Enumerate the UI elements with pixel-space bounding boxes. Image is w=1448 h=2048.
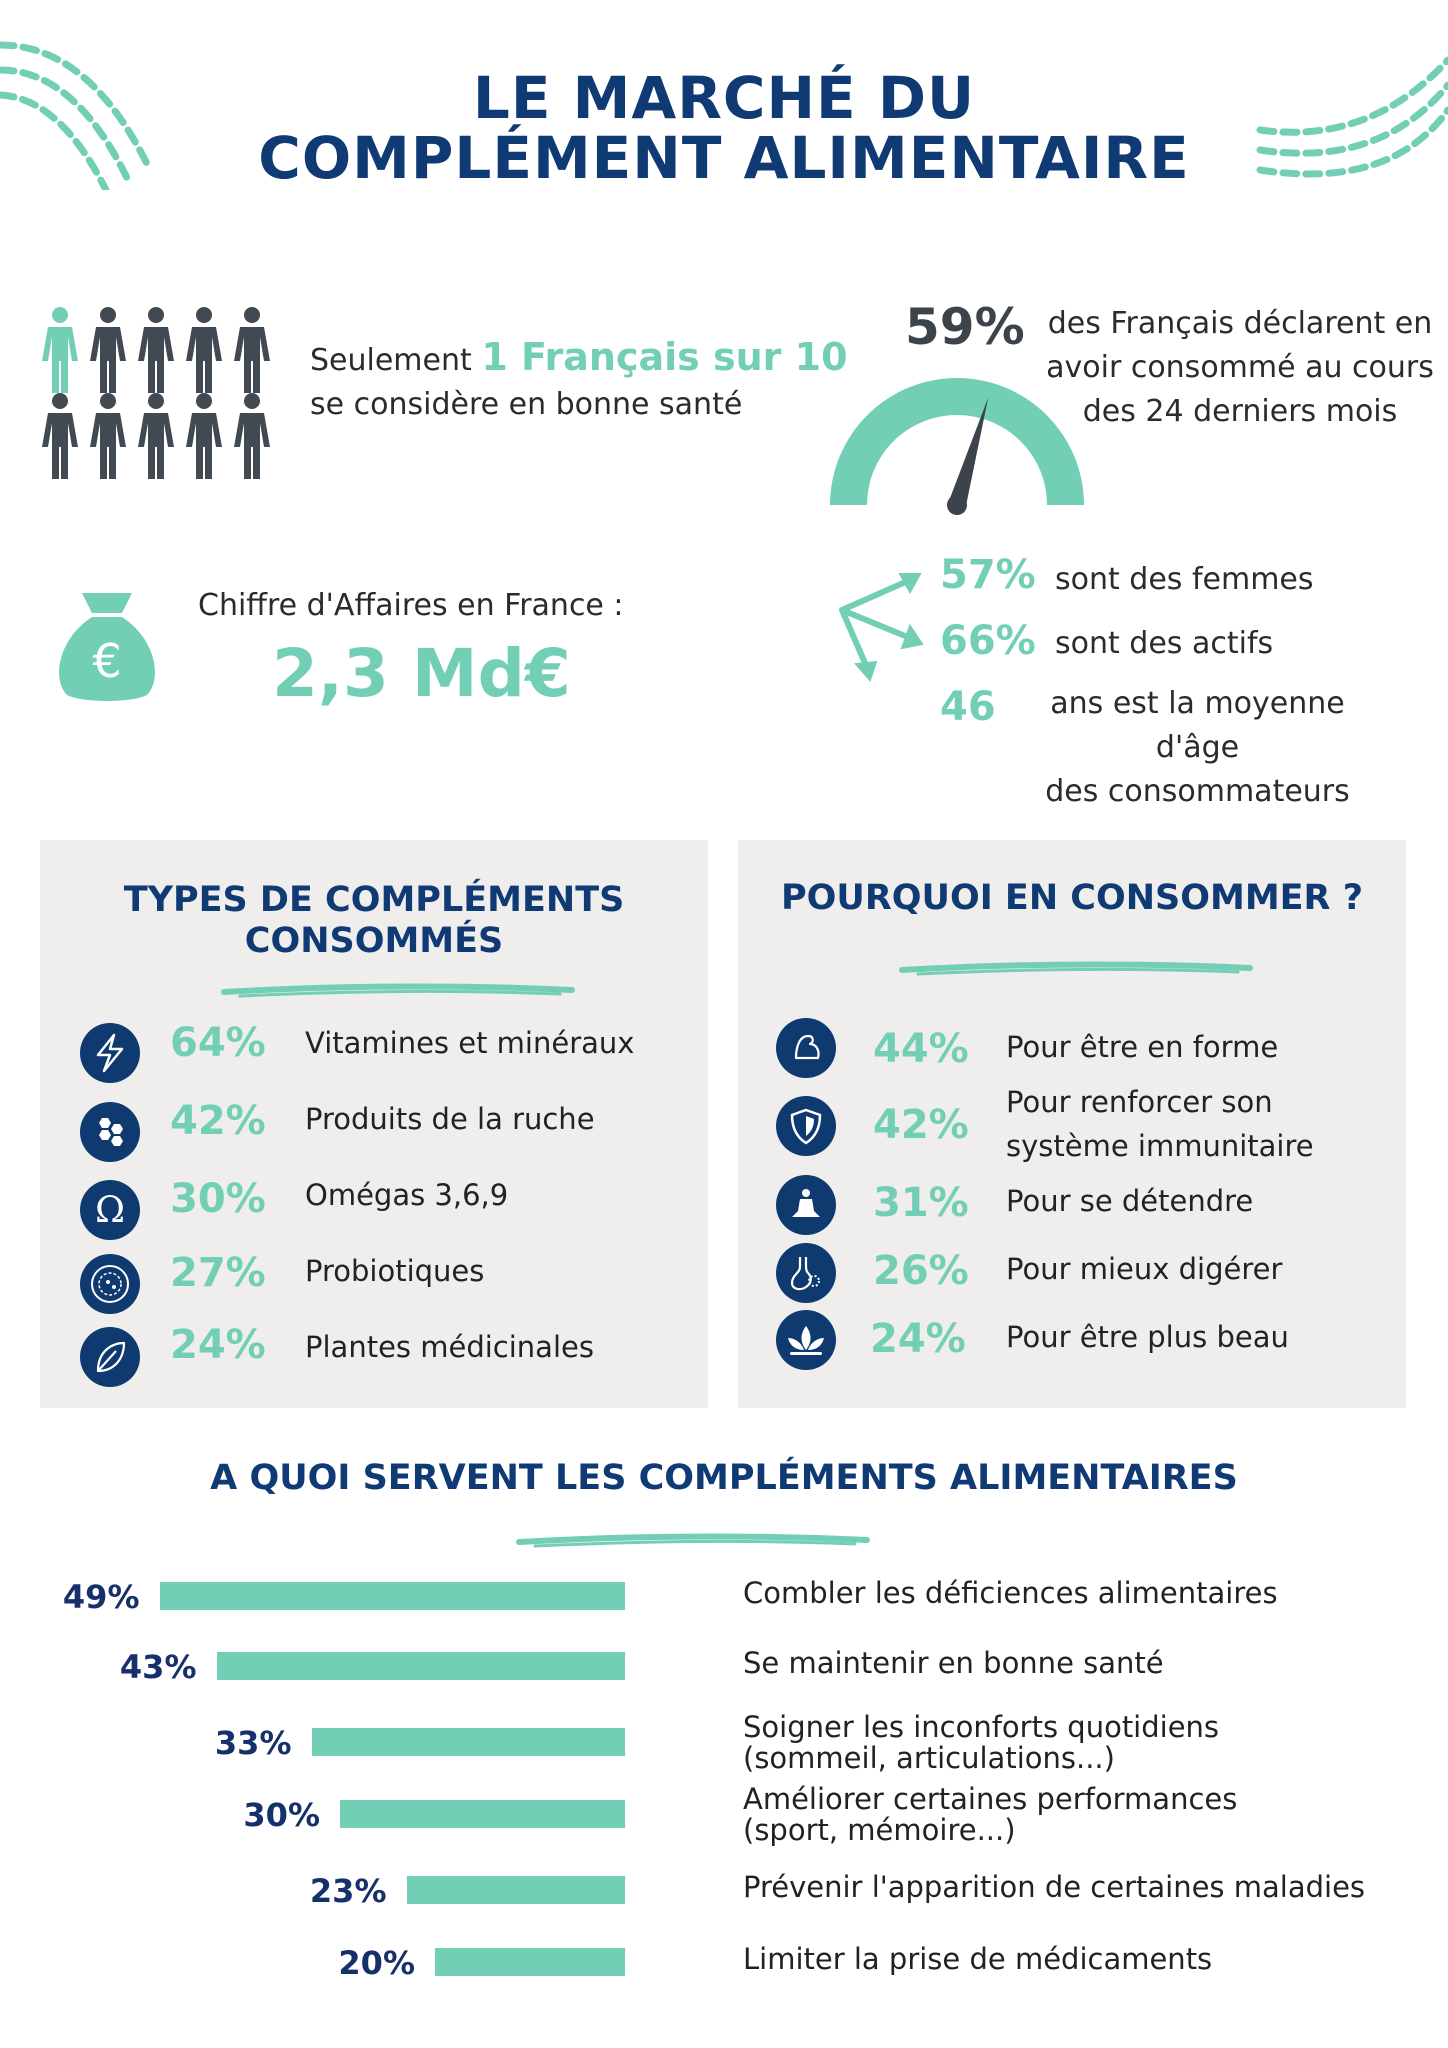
types-title-line-1: TYPES DE COMPLÉMENTS: [123, 880, 625, 920]
lotus-icon: [776, 1310, 836, 1370]
profile-active-text: sont des actifs: [1055, 626, 1274, 661]
profile-age-line-1: ans est la moyenne d'âge: [1050, 686, 1345, 765]
reason-value-digest: 26%: [873, 1248, 969, 1294]
money-bag-icon: [52, 585, 162, 705]
type-value-plants: 24%: [170, 1322, 266, 1368]
bar-value-label-3: 30%: [243, 1796, 320, 1834]
bar-value-label-2: 33%: [214, 1724, 292, 1762]
type-value-probiotics: 27%: [170, 1250, 266, 1296]
bar-category-label-0: Combler les déficiences alimentaires: [743, 1576, 1278, 1610]
type-value-vitamins: 64%: [170, 1020, 266, 1066]
bar-category-label-5: Limiter la prise de médicaments: [743, 1942, 1213, 1976]
profile-active-value: 66%: [940, 618, 1036, 664]
profile-age-text: [1015, 682, 1380, 814]
type-label-probiotics: Probiotiques: [305, 1254, 485, 1288]
revenue-value: 2,3 Md€: [272, 635, 571, 712]
reason-value-beauty: 24%: [870, 1316, 966, 1362]
people-icon-grid: [38, 305, 288, 485]
profile-women-value: 57%: [940, 552, 1036, 598]
gauge-chart: [825, 370, 1095, 520]
reason-label-relax: Pour se détendre: [1006, 1184, 1254, 1218]
honeycomb-icon: [80, 1102, 140, 1162]
branching-arrows-icon: [830, 560, 930, 690]
reason-label-immunity-line-1: Pour renforcer son: [1006, 1085, 1273, 1119]
types-underline: [220, 980, 580, 1000]
reason-label-immunity-line-2: système immunitaire: [1006, 1129, 1314, 1163]
profile-age-value: 46: [940, 684, 996, 730]
consumption-line-1: des Français déclarent en: [1047, 306, 1433, 341]
bar-5: [435, 1948, 625, 1976]
reason-label-beauty: Pour être plus beau: [1006, 1320, 1289, 1354]
stomach-icon: [776, 1243, 836, 1303]
consumption-percent: 59%: [905, 298, 1025, 356]
uses-bar-chart: [0, 1560, 1448, 2020]
profile-age-line-2: des consommateurs: [1045, 774, 1350, 809]
uses-title: A QUOI SERVENT LES COMPLÉMENTS ALIMENTAIRES: [210, 1458, 1238, 1498]
bar-value-label-1: 43%: [119, 1648, 197, 1686]
bacteria-icon: [80, 1254, 140, 1314]
profile-women-text: sont des femmes: [1055, 562, 1314, 597]
bar-value-label-0: 49%: [62, 1578, 140, 1616]
types-panel: [40, 840, 708, 1408]
types-title: [40, 880, 708, 962]
omega-icon: Ω: [80, 1180, 140, 1240]
types-title-line-2: CONSOMMÉS: [244, 921, 504, 961]
bar-value-label-5: 20%: [338, 1944, 415, 1982]
type-label-omega: Omégas 3,6,9: [305, 1178, 509, 1212]
reason-label-fitness: Pour être en forme: [1006, 1030, 1279, 1064]
consumption-text: [1040, 302, 1440, 434]
reason-value-immunity: 42%: [873, 1102, 969, 1148]
reason-value-fitness: 44%: [873, 1026, 969, 1072]
reason-label-digest: Pour mieux digérer: [1006, 1252, 1283, 1286]
lightning-icon: [80, 1023, 140, 1083]
health-prefix: Seulement: [310, 343, 472, 378]
shield-icon: [776, 1096, 836, 1156]
health-highlight: 1 Français sur 10: [481, 335, 848, 379]
meditation-icon: [776, 1175, 836, 1235]
bar-category-label-2: Soigner les inconforts quotidiens (sommeil, articulations...): [743, 1710, 1220, 1775]
type-label-vitamins: Vitamines et minéraux: [305, 1026, 635, 1060]
reasons-underline: [898, 958, 1258, 978]
consumption-line-3: des 24 derniers mois: [1082, 394, 1398, 429]
reasons-panel: [738, 840, 1406, 1408]
uses-underline: [515, 1530, 875, 1550]
bar-category-label-1: Se maintenir en bonne santé: [743, 1646, 1164, 1680]
muscle-icon: [776, 1018, 836, 1078]
bar-0: [160, 1582, 626, 1610]
reason-value-relax: 31%: [873, 1180, 969, 1226]
svg-text:€: €: [92, 634, 122, 688]
bar-4: [407, 1876, 626, 1904]
type-value-hive: 42%: [170, 1098, 266, 1144]
health-stat: [310, 335, 848, 427]
bar-category-label-3: Améliorer certaines performances (sport, mémoire...): [743, 1782, 1238, 1847]
bar-value-label-4: 23%: [309, 1872, 387, 1910]
page-title: [0, 64, 1448, 192]
title-line-1: LE MARCHÉ DU: [472, 64, 976, 132]
bar-2: [312, 1728, 626, 1756]
type-value-omega: 30%: [170, 1176, 266, 1222]
gauge-hub: [947, 495, 967, 515]
consumption-line-2: avoir consommé au cours: [1046, 350, 1434, 385]
type-label-hive: Produits de la ruche: [305, 1102, 595, 1136]
health-suffix: se considère en bonne santé: [310, 387, 743, 422]
revenue-label: Chiffre d'Affaires en France :: [198, 588, 624, 623]
bar-3: [340, 1800, 625, 1828]
reason-label-immunity: [1006, 1080, 1314, 1168]
reasons-title: POURQUOI EN CONSOMMER ?: [781, 878, 1363, 918]
bar-1: [217, 1652, 626, 1680]
bar-category-label-4: Prévenir l'apparition de certaines maladies: [743, 1870, 1366, 1904]
title-line-2: COMPLÉMENT ALIMENTAIRE: [258, 124, 1190, 192]
type-label-plants: Plantes médicinales: [305, 1330, 594, 1364]
leaf-icon: [80, 1327, 140, 1387]
